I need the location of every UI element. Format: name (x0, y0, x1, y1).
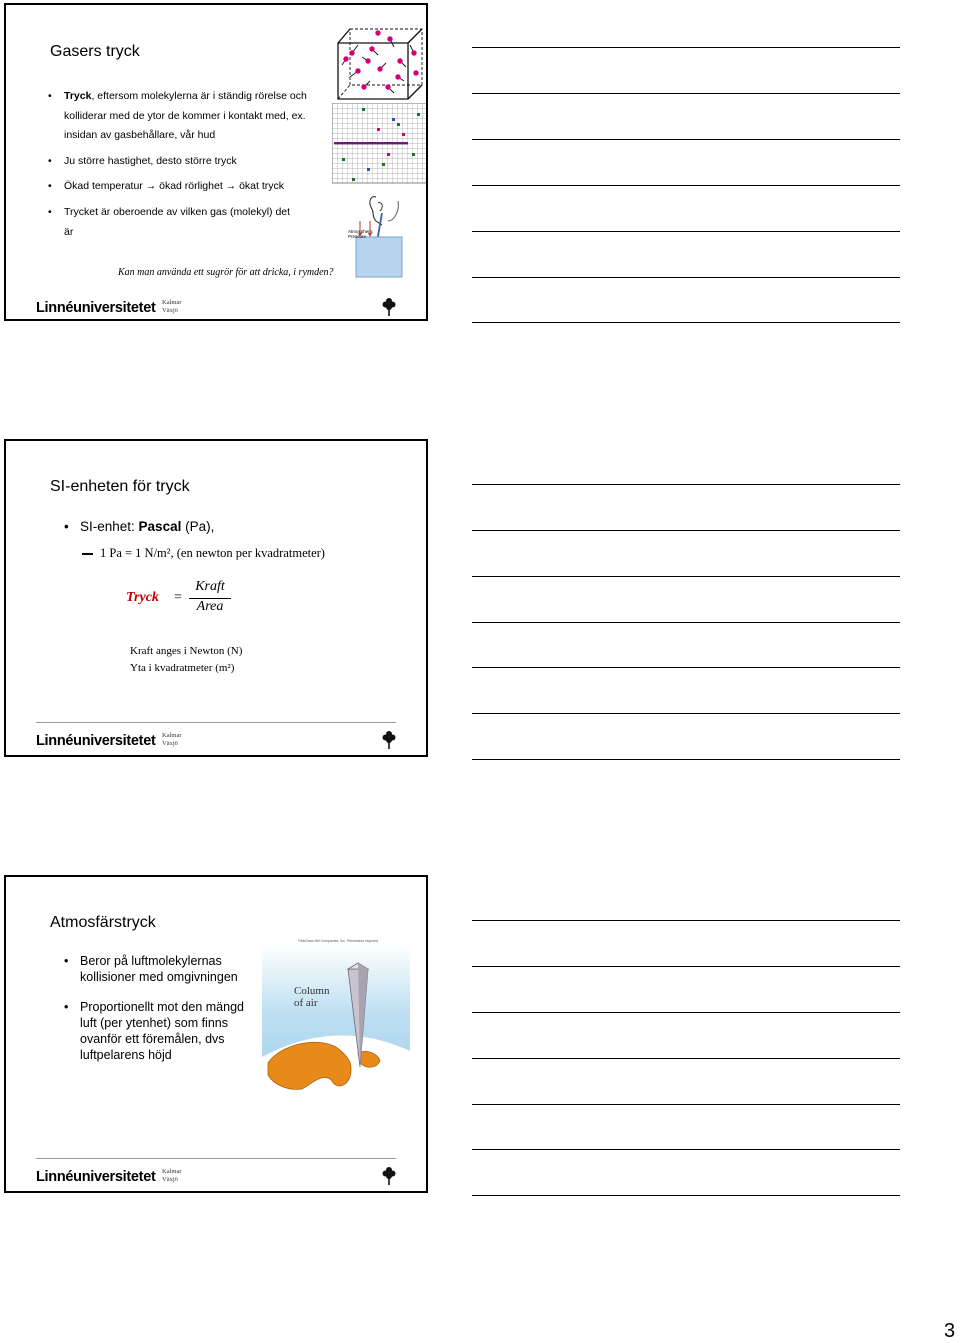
figure-credit: ©McGraw-Hill Companies, Inc. Permission required (298, 939, 378, 943)
bullet-item (48, 87, 310, 146)
bullet-text-bold: Pascal (138, 519, 182, 534)
slide-title: Atmosfärstryck (50, 914, 156, 931)
note-line (472, 622, 900, 623)
note-line (472, 322, 900, 323)
slide-si-enheten (4, 439, 428, 757)
logo-wordmark: Linnéuniversitetet (36, 1169, 156, 1185)
formula-equals: = (174, 590, 182, 605)
pressure-formula (126, 579, 266, 617)
note-line (472, 1058, 900, 1059)
definition-text: 1 Pa = 1 N/m², (en newton per kvadratmeter) (100, 546, 325, 560)
university-logo (36, 730, 396, 756)
air-column-figure (262, 939, 410, 1093)
bullet-text: Trycket är oberoende av vilken gas (molekyl) det är (64, 205, 291, 238)
air-column-image (262, 939, 410, 1093)
note-line (472, 759, 900, 760)
bullet-marker: • (64, 519, 69, 534)
bullet-text: Ökad temperatur → ökad rörlighet → ökat tryck (64, 179, 285, 192)
logo-campus: Kalmar Växjö (162, 732, 182, 747)
tree-icon (382, 297, 396, 317)
note-line (472, 139, 900, 140)
figure-caption: Column of air (294, 985, 330, 1009)
page-number: 3 (944, 1320, 956, 1342)
logo-campus: Kalmar Växjö (162, 299, 182, 314)
note-line (472, 484, 900, 485)
slide-atmosfarstryck (4, 875, 428, 1193)
note-line (472, 1195, 900, 1196)
footer-divider (36, 1158, 396, 1159)
note-line (472, 47, 900, 48)
note-line (472, 920, 900, 921)
logo-wordmark: Linnéuniversitetet (36, 300, 156, 316)
note-line (472, 231, 900, 232)
molecule-grid-image (332, 103, 428, 185)
note-area: Yta i kvadratmeter (m²) (130, 662, 235, 674)
note-line (472, 1104, 900, 1105)
footer-divider (36, 722, 396, 723)
question-text: Kan man använda ett sugrör för att dricka, i rymden? (118, 267, 334, 278)
note-line (472, 185, 900, 186)
note-line (472, 277, 900, 278)
logo-campus: Kalmar Växjö (162, 1168, 182, 1183)
note-line (472, 667, 900, 668)
note-line (472, 93, 900, 94)
slide-gasers-tryck (4, 3, 428, 321)
bullet-item (48, 202, 294, 242)
slide-title: Gasers tryck (50, 43, 140, 60)
gas-molecule-cube-image (332, 25, 428, 101)
bullet-text: , eftersom molekylerna är i ständig rörelse och kolliderar med de ytor de kommer i kontakt med, ex. insidan av gasbehållare, vår hud (64, 90, 307, 141)
university-logo (36, 297, 396, 321)
note-line (472, 1149, 900, 1150)
bullet-text: Ju större hastighet, desto större tryck (64, 154, 237, 167)
university-logo (36, 1166, 396, 1192)
note-line (472, 713, 900, 714)
formula-denominator: Area (196, 599, 224, 614)
formula-lhs: Tryck (126, 590, 159, 605)
si-unit-bullet (64, 519, 214, 534)
tree-icon (382, 730, 396, 750)
dash-marker (82, 553, 93, 555)
bullet-text-prefix: SI-enhet: (80, 519, 139, 534)
note-force: Kraft anges i Newton (N) (130, 645, 243, 657)
pascal-definition (82, 546, 325, 561)
tree-icon (382, 1166, 396, 1186)
bullet-bold: Tryck (64, 90, 92, 102)
note-line (472, 530, 900, 531)
bullet-item (48, 152, 310, 170)
bullet-item: • Beror på luftmolekylernas kollisioner med omgivningen (64, 953, 260, 985)
note-line (472, 966, 900, 967)
note-line (472, 576, 900, 577)
bullet-list (48, 87, 310, 242)
figure-label: Atmospheric Pressure (348, 229, 374, 239)
slide-title: SI-enheten för tryck (50, 478, 190, 495)
bullet-item: • Proportionellt mot den mängd luft (per ytenhet) som finns ovanför ett föremålen, dvs luftpelarens höjd (64, 999, 260, 1063)
logo-wordmark: Linnéuniversitetet (36, 733, 156, 749)
straw-drinking-figure (348, 191, 418, 283)
formula-numerator: Kraft (195, 579, 225, 594)
bullet-text-suffix: (Pa), (181, 519, 215, 534)
bullet-item (48, 177, 310, 195)
note-line (472, 1012, 900, 1013)
unit-notes (130, 643, 242, 677)
bullet-list (64, 953, 260, 1063)
